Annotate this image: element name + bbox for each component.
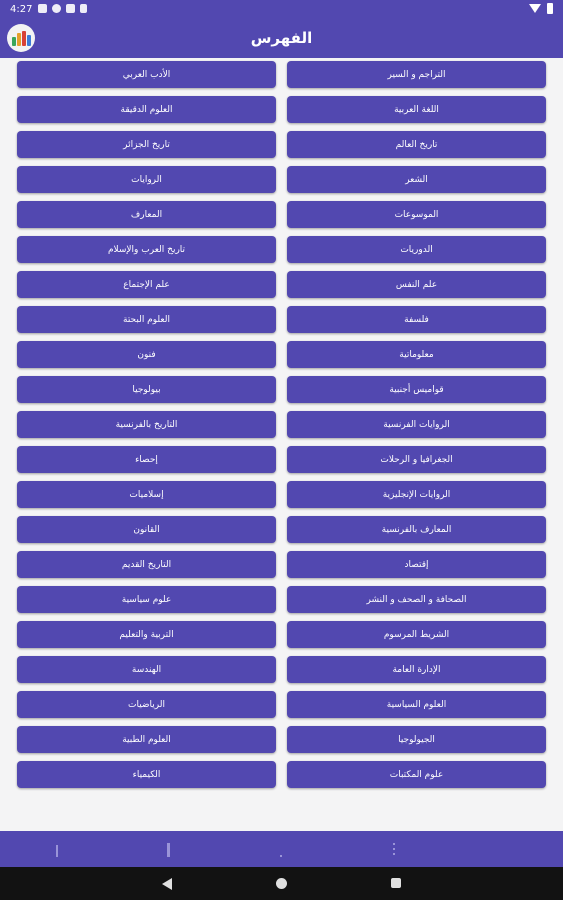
- category-button[interactable]: العلوم الطبية: [17, 726, 276, 753]
- category-button[interactable]: العلوم الدقيقة: [17, 96, 276, 123]
- category-button[interactable]: التاريخ بالفرنسية: [17, 411, 276, 438]
- category-button[interactable]: التراجم و السير: [287, 61, 546, 88]
- category-button[interactable]: فنون: [17, 341, 276, 368]
- category-button[interactable]: الشريط المرسوم: [287, 621, 546, 648]
- category-button[interactable]: علم النفس: [287, 271, 546, 298]
- category-button[interactable]: الرياضيات: [17, 691, 276, 718]
- category-button[interactable]: الروايات: [17, 166, 276, 193]
- category-button[interactable]: الروايات الفرنسية: [287, 411, 546, 438]
- category-button[interactable]: الجيولوجيا: [287, 726, 546, 753]
- category-button[interactable]: معلوماتية: [287, 341, 546, 368]
- more-icon[interactable]: [393, 843, 395, 855]
- category-button[interactable]: إحصاء: [17, 446, 276, 473]
- status-time: 4:27: [10, 4, 33, 15]
- toolbar-icon-2[interactable]: [167, 843, 170, 857]
- category-button[interactable]: الروايات الإنجليزية: [287, 481, 546, 508]
- category-button[interactable]: تاريخ الجزائر: [17, 131, 276, 158]
- category-button[interactable]: التربية والتعليم: [17, 621, 276, 648]
- category-button[interactable]: الجغرافيا و الرحلات: [287, 446, 546, 473]
- category-button[interactable]: علوم سياسية: [17, 586, 276, 613]
- notification-icon: [66, 4, 75, 13]
- category-grid: [17, 61, 546, 788]
- category-button[interactable]: المعارف بالفرنسية: [287, 516, 546, 543]
- battery-icon: [547, 3, 553, 14]
- status-bar: [0, 0, 563, 20]
- category-button[interactable]: علم الإجتماع: [17, 271, 276, 298]
- category-button[interactable]: العلوم البحتة: [17, 306, 276, 333]
- category-button[interactable]: الصحافة و الصحف و النشر: [287, 586, 546, 613]
- category-button[interactable]: قواميس أجنبية: [287, 376, 546, 403]
- category-button[interactable]: تاريخ العالم: [287, 131, 546, 158]
- category-button[interactable]: علوم المكتبات: [287, 761, 546, 788]
- system-nav-bar: [0, 867, 563, 900]
- category-button[interactable]: الشعر: [287, 166, 546, 193]
- home-icon[interactable]: [276, 878, 287, 889]
- category-button[interactable]: بيولوجيا: [17, 376, 276, 403]
- category-button[interactable]: العلوم السياسية: [287, 691, 546, 718]
- category-button[interactable]: الموسوعات: [287, 201, 546, 228]
- toolbar-icon-1[interactable]: [56, 845, 58, 857]
- category-button[interactable]: القانون: [17, 516, 276, 543]
- category-button[interactable]: إسلاميات: [17, 481, 276, 508]
- category-button[interactable]: فلسفة: [287, 306, 546, 333]
- category-button[interactable]: الأدب العربي: [17, 61, 276, 88]
- sim-icon: [80, 4, 87, 13]
- category-button[interactable]: الإدارة العامة: [287, 656, 546, 683]
- category-button[interactable]: المعارف: [17, 201, 276, 228]
- category-button[interactable]: الكيمياء: [17, 761, 276, 788]
- back-icon[interactable]: [162, 878, 172, 890]
- category-button[interactable]: التاريخ القديم: [17, 551, 276, 578]
- wifi-icon: [529, 4, 541, 13]
- category-button[interactable]: اللغة العربية: [287, 96, 546, 123]
- category-button[interactable]: الهندسة: [17, 656, 276, 683]
- category-button[interactable]: الدوريات: [287, 236, 546, 263]
- category-list: [0, 58, 563, 831]
- settings-icon: [38, 4, 47, 13]
- toolbar-icon-3[interactable]: [280, 855, 282, 857]
- page-title: الفهرس: [250, 29, 313, 47]
- category-button[interactable]: إقتصاد: [287, 551, 546, 578]
- app-bar: [0, 20, 563, 58]
- recents-icon[interactable]: [391, 878, 401, 888]
- app-icon: [52, 4, 61, 13]
- category-button[interactable]: تاريخ العرب والإسلام: [17, 236, 276, 263]
- bottom-toolbar: [0, 831, 563, 867]
